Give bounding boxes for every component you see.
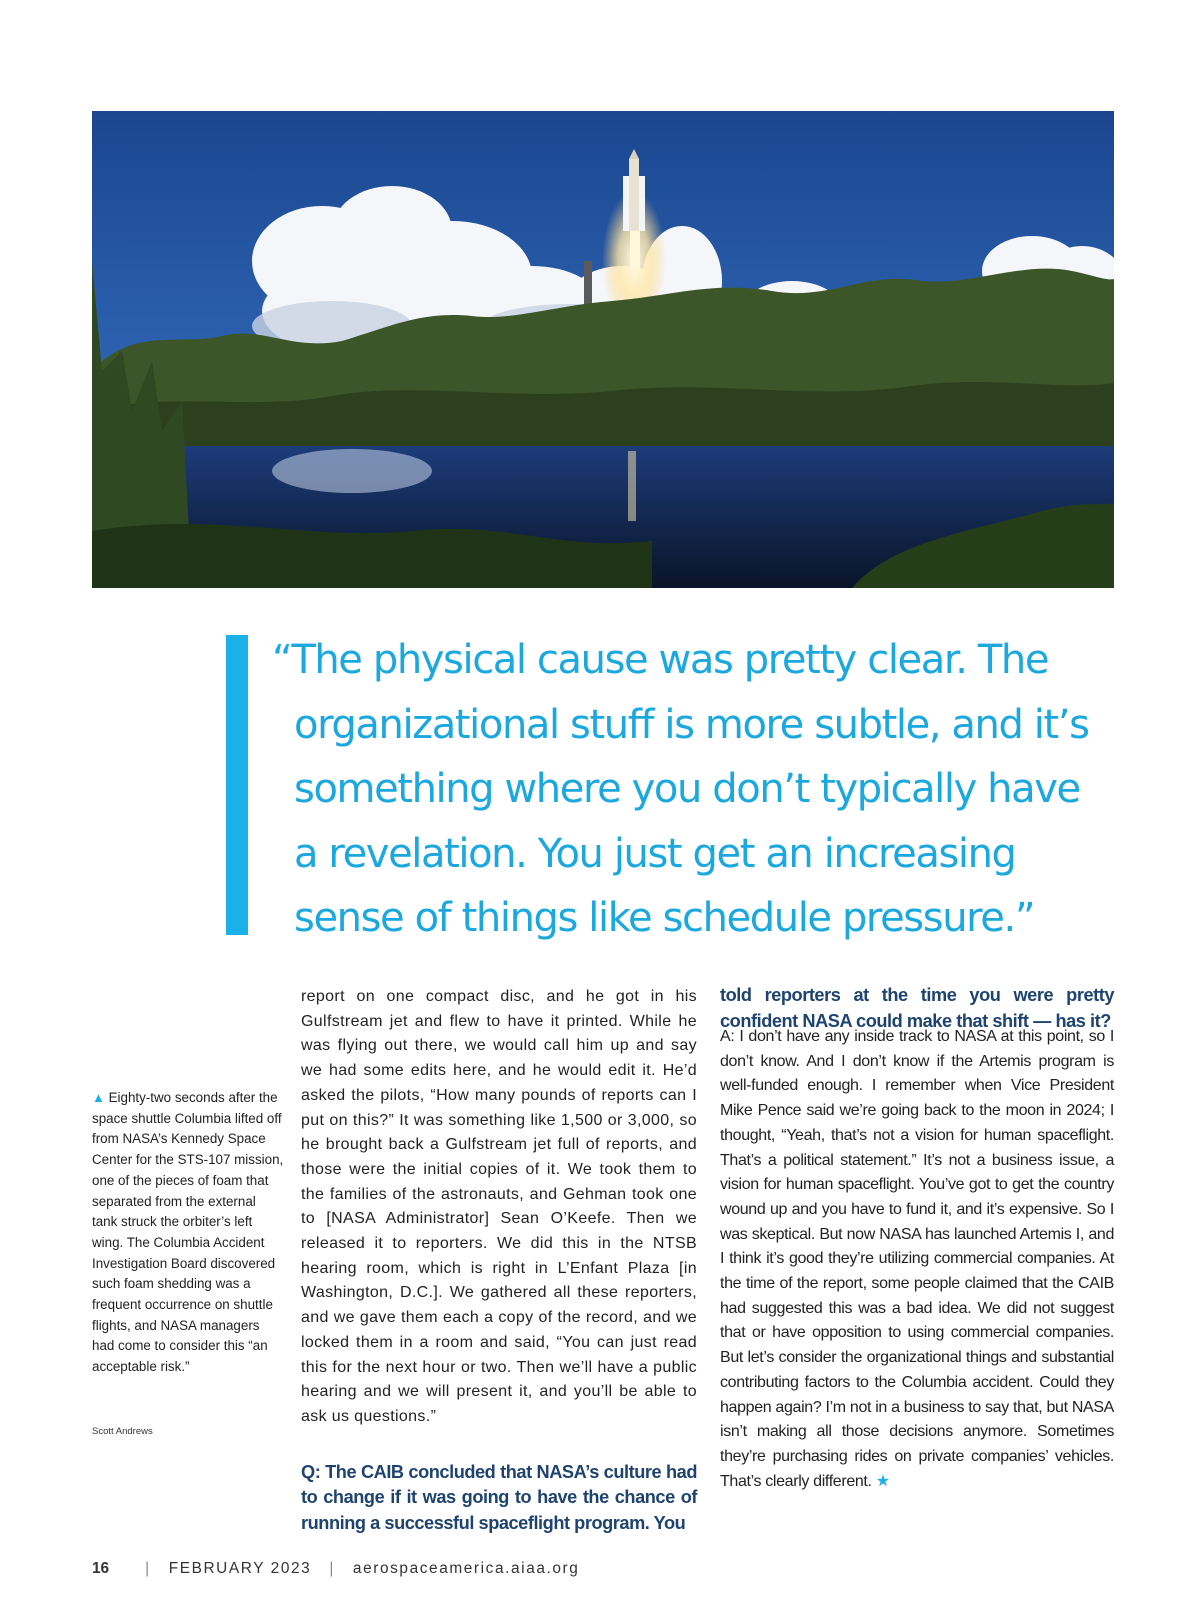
photo-credit: Scott Andrews bbox=[92, 1426, 153, 1437]
middle-column bbox=[301, 985, 697, 1537]
interview-question-continued: told reporters at the time you were pretty confident NASA could make that shift — has it? bbox=[720, 985, 1114, 1031]
pull-quote-accent-bar bbox=[226, 635, 248, 935]
page-footer bbox=[92, 1560, 579, 1578]
shuttle-launch-photo bbox=[92, 111, 1114, 588]
website-url[interactable]: aerospaceamerica.aiaa.org bbox=[352, 1560, 580, 1577]
answer-paragraph bbox=[720, 1025, 1114, 1494]
pull-quote-line: a revelation. You just get an increasing bbox=[294, 830, 1016, 877]
shuttle-launch-illustration bbox=[92, 111, 1114, 588]
answer-text: A: I don’t have any inside track to NASA at this point, so I don’t know. And I don’t know if the Artemis program is well-funded enough. I remember when Vice President Mike Pence said we’re going back to the moon in 2024; I thought, “Yeah, that’s not a vision for human spaceflight. That’s a political statement.” It’s not a business issue, a vision for human spaceflight. You’ve got to get the country wound up and you have to fund it, and it’s expensive. So I was skeptical. But now NASA has launched Artemis I, and I think it’s good they’re utilizing commercial companies. At the time of the report, some people claimed that the CAIB had suggested this was a bad idea. We did not suggest that or have opposition to using commercial companies. But let’s consider the organizational things and substantial contributing factors to the Columbia accident. Could they happen again? I’m not in a business to say that, but NASA isn’t making all those decisions anymore. Sometimes they’re purchasing rides on private companies’ vehicles. That’s clearly different. bbox=[720, 1028, 1114, 1490]
photo-caption bbox=[92, 1088, 284, 1378]
footer-separator: | bbox=[329, 1560, 335, 1577]
triangle-up-icon: ▲ bbox=[92, 1090, 105, 1105]
cloud-reflection bbox=[272, 449, 432, 493]
footer-separator: | bbox=[145, 1560, 151, 1577]
pull-quote-line: something where you don’t typically have bbox=[294, 766, 1080, 812]
right-column bbox=[720, 1025, 1114, 1494]
pull-quote bbox=[272, 628, 1132, 951]
pull-quote-line: sense of things like schedule pressure.” bbox=[294, 895, 1035, 941]
caption-text: Eighty-two seconds after the space shuttle Columbia lifted off from NASA’s Kennedy Space Center for the STS-107 mission, one of the pieces of foam that separated from the external tank struck the orbiter’s left wing. The Columbia Accident Investigation Board discovered such foam shedding was a frequent occurrence on shuttle flights, and NASA managers had come to consider this “an acceptable risk.” bbox=[92, 1090, 284, 1375]
page-number: 16 bbox=[92, 1560, 110, 1577]
interview-question: Q: The CAIB concluded that NASA’s culture had to change if it was going to have the chance of running a successful spaceflight program. You bbox=[301, 1461, 697, 1534]
star-end-icon: ★ bbox=[875, 1472, 890, 1490]
body-paragraph: report on one compact disc, and he got in his Gulfstream jet and flew to have it printed. While he was flying out there, we would call him up and say we had some edits here, and he would edit it. He’d asked the pilots, “How many pounds of reports can I put on this?” It was something like 1,500 or 3,000, so he brought back a Gulfstream jet full of reports, and those were the initial copies of it. We took them to the families of the astronauts, and Gehman took one to [NASA Administrator] Sean O’Keefe. Then we released it to reporters. We did this in the NTSB hearing room, which is right in L’Enfant Plaza [in Washington, D.C.]. We gathered all these reporters, and we gave them each a copy of the record, and we locked them in a room and said, “You can just read this for the next hour or two. Then we’ll have a public hearing and we will present it, and you’ll be able to ask us questions.” bbox=[301, 988, 697, 1425]
pull-quote-line: organizational stuff is more subtle, and it’s bbox=[294, 701, 1089, 748]
pull-quote-line: “The physical cause was pretty clear. The bbox=[272, 637, 1049, 683]
issue-date: FEBRUARY 2023 bbox=[168, 1560, 312, 1577]
